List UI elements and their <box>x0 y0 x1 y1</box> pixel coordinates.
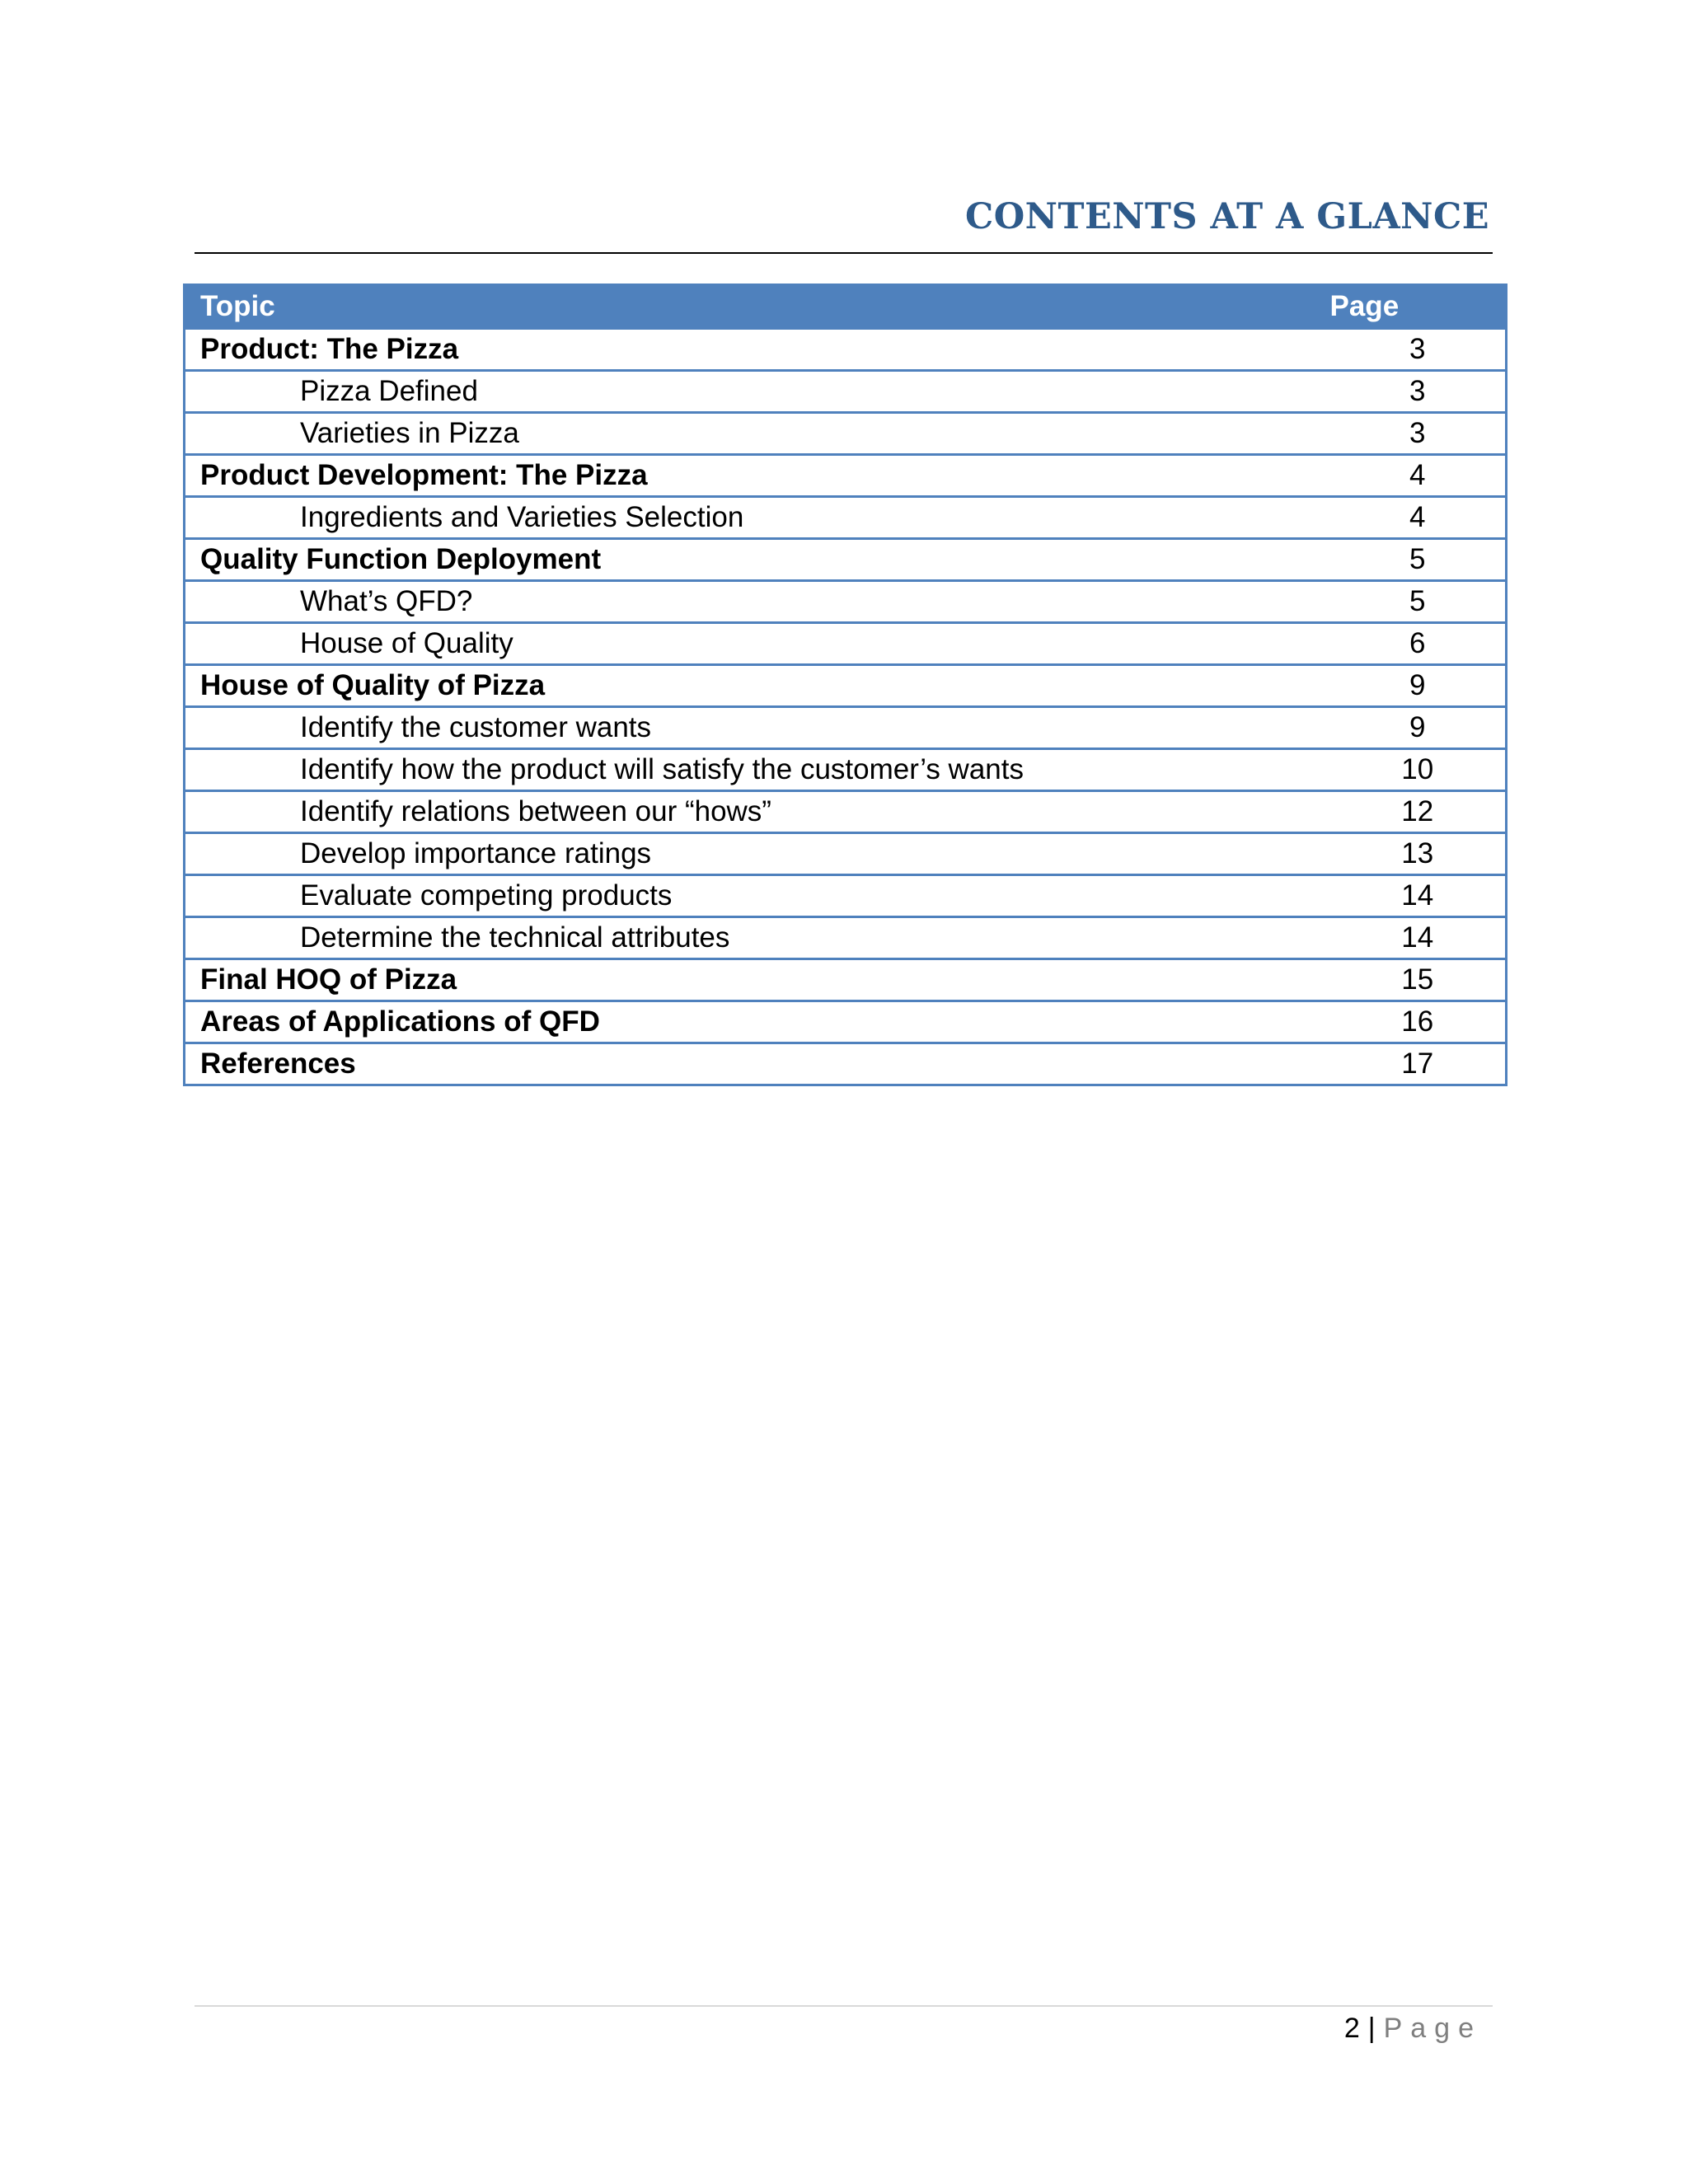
subsection-topic: What’s QFD? <box>185 581 1330 623</box>
section-topic: House of Quality of Pizza <box>185 665 1330 707</box>
table-row <box>185 791 1507 833</box>
section-topic: Areas of Applications of QFD <box>185 1001 1330 1043</box>
page-column-header: Page <box>1330 285 1507 329</box>
subsection-topic: Identify the customer wants <box>185 707 1330 749</box>
page-number-cell: 13 <box>1330 833 1507 875</box>
table-row <box>185 623 1507 665</box>
table-row <box>185 1043 1507 1085</box>
table-row <box>185 959 1507 1001</box>
subsection-topic: Develop importance ratings <box>185 833 1330 875</box>
contents-table-body <box>185 329 1507 1085</box>
subsection-topic: Ingredients and Varieties Selection <box>185 497 1330 539</box>
subsection-topic: Varieties in Pizza <box>185 413 1330 455</box>
page-number-cell: 9 <box>1330 707 1507 749</box>
page-number: 2 <box>1343 2013 1360 2044</box>
page-number-cell: 16 <box>1330 1001 1507 1043</box>
table-row <box>185 329 1507 371</box>
section-topic: Product: The Pizza <box>185 329 1330 371</box>
table-row <box>185 749 1507 791</box>
subsection-topic: Identify how the product will satisfy the customer’s wants <box>185 749 1330 791</box>
section-topic: Final HOQ of Pizza <box>185 959 1330 1001</box>
page-number-cell: 14 <box>1330 875 1507 917</box>
page-number-cell: 15 <box>1330 959 1507 1001</box>
table-row <box>185 455 1507 497</box>
title-divider <box>195 252 1493 254</box>
table-row <box>185 833 1507 875</box>
page-number-cell: 6 <box>1330 623 1507 665</box>
page-number-cell: 9 <box>1330 665 1507 707</box>
table-row <box>185 581 1507 623</box>
page-number-cell: 3 <box>1330 371 1507 413</box>
table-row <box>185 707 1507 749</box>
page-word: Page <box>1383 2013 1482 2044</box>
section-topic: Product Development: The Pizza <box>185 455 1330 497</box>
subsection-topic: House of Quality <box>185 623 1330 665</box>
page-number-cell: 5 <box>1330 581 1507 623</box>
page-number-cell: 17 <box>1330 1043 1507 1085</box>
page-title: CONTENTS AT A GLANCE <box>964 196 1489 237</box>
subsection-topic: Evaluate competing products <box>185 875 1330 917</box>
page-number-cell: 4 <box>1330 455 1507 497</box>
page-number-cell: 3 <box>1330 329 1507 371</box>
table-header-row <box>185 285 1507 329</box>
section-topic: Quality Function Deployment <box>185 539 1330 581</box>
page-number-cell: 3 <box>1330 413 1507 455</box>
page-number-cell: 4 <box>1330 497 1507 539</box>
page-number-cell: 14 <box>1330 917 1507 959</box>
table-row <box>185 917 1507 959</box>
table-row <box>185 1001 1507 1043</box>
page-number-cell: 5 <box>1330 539 1507 581</box>
contents-table <box>183 284 1507 1086</box>
footer-separator: | <box>1367 2013 1376 2044</box>
page-number-cell: 12 <box>1330 791 1507 833</box>
table-row <box>185 413 1507 455</box>
table-row <box>185 875 1507 917</box>
table-row <box>185 371 1507 413</box>
subsection-topic: Pizza Defined <box>185 371 1330 413</box>
topic-column-header: Topic <box>185 285 1330 329</box>
page-footer <box>0 2013 1482 2045</box>
subsection-topic: Identify relations between our “hows” <box>185 791 1330 833</box>
section-topic: References <box>185 1043 1330 1085</box>
table-row <box>185 665 1507 707</box>
table-row <box>185 497 1507 539</box>
footer-divider <box>195 2005 1493 2007</box>
subsection-topic: Determine the technical attributes <box>185 917 1330 959</box>
table-row <box>185 539 1507 581</box>
page-number-cell: 10 <box>1330 749 1507 791</box>
